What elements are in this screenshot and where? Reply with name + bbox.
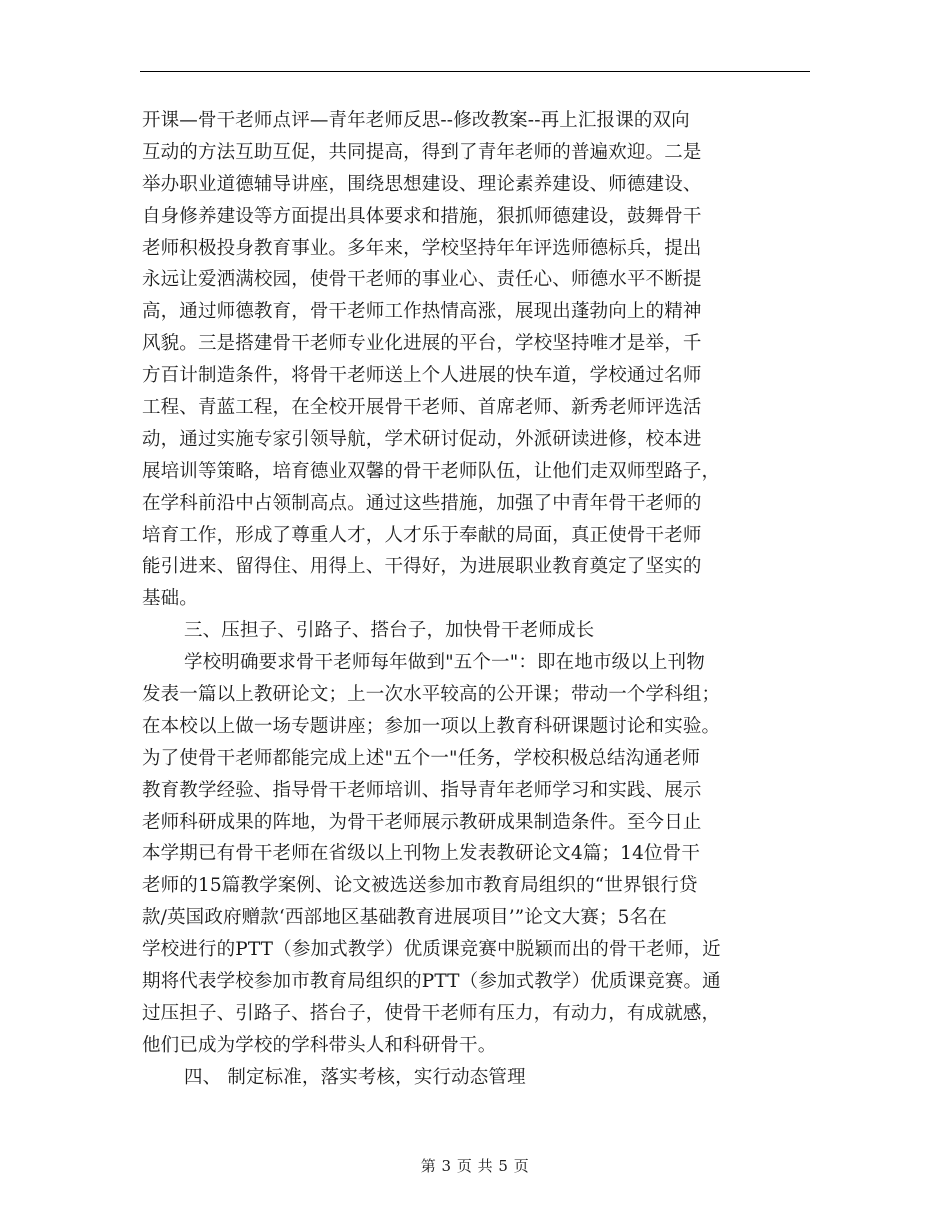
- text-line: 他们已成为学校的学科带头人和科研骨干。: [142, 1034, 497, 1056]
- text-line: 动，通过实施专家引领导航，学术研讨促动，外派研读进修，校本进: [142, 428, 702, 450]
- document-body: [142, 105, 810, 1094]
- text-line: 永远让爱洒满校园，使骨干老师的事业心、责任心、师德水平不断提: [142, 269, 702, 291]
- text-line: 过压担子、引路子、搭台子，使骨干老师有压力，有动力，有成就感，: [142, 1002, 721, 1024]
- text-line: 发表一篇以上教研论文；上一次水平较高的公开课；带动一个学科组；: [142, 684, 721, 706]
- text-line: 开课—骨干老师点评—青年老师反思--修改教案--再上汇报课的双向: [142, 110, 690, 131]
- text-line: 老师的15篇教学案例、论文被选送参加市教育局组织的“世界银行贷: [142, 875, 698, 897]
- text-line: 在学科前沿中占领制高点。通过这些措施，加强了中青年骨干老师的: [142, 492, 702, 514]
- text-line: 工程、青蓝工程，在全校开展骨干老师、首席老师、新秀老师评选活: [142, 397, 702, 419]
- text-line: 教育教学经验、指导骨干老师培训、指导青年老师学习和实践、展示: [142, 779, 702, 801]
- text-line: 老师科研成果的阵地，为骨干老师展示教研成果制造条件。至今日止: [142, 811, 702, 833]
- text-line: 学校进行的PTT（参加式教学）优质课竞赛中脱颖而出的骨干老师，近: [142, 939, 721, 961]
- text-line: 学校明确要求骨干老师每年做到"五个一"：即在地市级以上刊物: [184, 652, 705, 674]
- page-number-footer: 第 3 页 共 5 页: [420, 1157, 530, 1175]
- text-line: 互动的方法互助互促，共同提高，得到了青年老师的普遍欢迎。二是: [142, 141, 702, 163]
- text-line: 自身修养建设等方面提出具体要求和措施，狠抓师德建设，鼓舞骨干: [142, 205, 702, 227]
- text-line: 举办职业道德辅导讲座，围绕思想建设、理论素养建设、师德建设、: [142, 173, 702, 195]
- text-line: 为了使骨干老师都能完成上述"五个一"任务，学校积极总结沟通老师: [142, 747, 701, 769]
- section-heading: 三、压担子、引路子、搭台子，加快骨干老师成长: [184, 620, 595, 642]
- text-line: 在本校以上做一场专题讲座；参加一项以上教育科研课题讨论和实验。: [142, 715, 721, 737]
- text-line: 本学期已有骨干老师在省级以上刊物上发表教研论文4篇；14位骨干: [142, 843, 700, 865]
- text-line: 能引进来、留得住、用得上、干得好，为进展职业教育奠定了坚实的: [142, 556, 702, 578]
- header-rule: [140, 71, 810, 72]
- text-line: 展培训等策略，培育德业双馨的骨干老师队伍，让他们走双师型路子，: [142, 460, 721, 482]
- text-line: 风貌。三是搭建骨干老师专业化进展的平台，学校坚持唯才是举，千: [142, 333, 702, 355]
- text-line: 方百计制造条件，将骨干老师送上个人进展的快车道，学校通过名师: [142, 365, 702, 387]
- text-line: 老师积极投身教育事业。多年来，学校坚持年年评选师德标兵，提出: [142, 237, 702, 259]
- text-line: 款/英国政府赠款‘西部地区基础教育进展项目’”论文大赛；5名在: [142, 907, 667, 929]
- text-line: 期将代表学校参加市教育局组织的PTT（参加式教学）优质课竞赛。通: [142, 971, 721, 993]
- section-heading: 四、 制定标准，落实考核，实行动态管理: [184, 1066, 526, 1088]
- text-line: 高，通过师德教育，骨干老师工作热情高涨，展现出蓬勃向上的精神: [142, 301, 702, 323]
- text-line: 培育工作，形成了尊重人才，人才乐于奉献的局面，真正使骨干老师: [142, 524, 702, 546]
- text-line: 基础。: [142, 588, 198, 610]
